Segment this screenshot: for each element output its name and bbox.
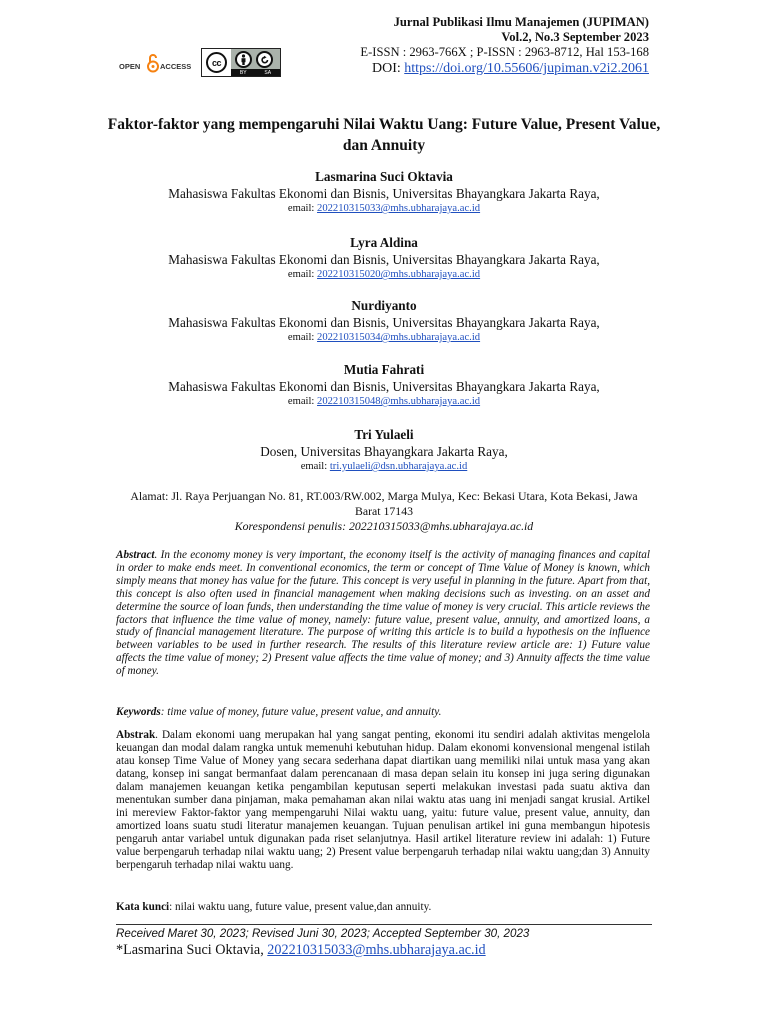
cc-icons bbox=[235, 51, 273, 68]
author-email-link[interactable]: 202210315048@mhs.ubharajaya.ac.id bbox=[317, 396, 481, 407]
email-label: email: bbox=[287, 203, 318, 214]
author-name: Nurdiyanto bbox=[351, 298, 417, 313]
author-email bbox=[40, 268, 728, 282]
corresponding-email-link[interactable]: 202210315033@mhs.ubharajaya.ac.id bbox=[267, 942, 486, 958]
author-3 bbox=[40, 298, 728, 345]
cc-by-label: BY bbox=[239, 69, 247, 76]
footer-divider bbox=[116, 924, 652, 925]
author-affiliation: Mahasiswa Fakultas Ekonomi dan Bisnis, Universitas Bhayangkara Jakarta Raya, bbox=[168, 252, 600, 267]
email-label: email: bbox=[287, 396, 318, 407]
author-email bbox=[40, 331, 728, 345]
author-email bbox=[40, 202, 728, 216]
keywords-text: : time value of money, future value, present value, and annuity. bbox=[160, 706, 442, 718]
correspondence-line: Korespondensi penulis: 202210315033@mhs.ubharajaya.ac.id bbox=[234, 519, 534, 533]
address-line: Alamat: Jl. Raya Perjuangan No. 81, RT.003/RW.002, Marga Mulya, Kec: Bekasi Utara, Kota Bekasi, Jawa Barat 17143 bbox=[130, 489, 638, 518]
journal-doi bbox=[360, 60, 649, 77]
abstract-indonesian bbox=[116, 729, 650, 872]
author-5 bbox=[40, 427, 728, 474]
by-person-icon bbox=[235, 51, 252, 68]
author-email-link[interactable]: tri.yulaeli@dsn.ubharajaya.ac.id bbox=[329, 461, 468, 472]
author-2 bbox=[40, 235, 728, 282]
author-email-link[interactable]: 202210315033@mhs.ubharajaya.ac.id bbox=[317, 203, 481, 214]
author-email-link[interactable]: 202210315034@mhs.ubharajaya.ac.id bbox=[317, 332, 481, 343]
abstract-english bbox=[116, 549, 650, 678]
corresponding-name: *Lasmarina Suci Oktavia, bbox=[116, 942, 268, 958]
author-affiliation: Mahasiswa Fakultas Ekonomi dan Bisnis, Universitas Bhayangkara Jakarta Raya, bbox=[168, 379, 600, 394]
abstrak-text: . Dalam ekonomi uang merupakan hal yang sangat penting, ekonomi itu sendiri adalah aktivitas mengelola keuangan dan modal dalam rangka untuk memenuhi kebutuhan hidup. Dalam ekonomi konvensional mengenal istilah atau konsep Time Value of Money yang secara sederhana dapat diartikan uang memiliki nilai untuk masa yang akan datang, konsep ini sangat bermanfaat dalam perencanaan di masa depan selain itu konsep ini juga sering digunakan dalam manajemen keuangan ketika pengambilan keputusan seperti melakukan investasi pada suatu aktiva dan menentukan sumber dana pinjaman, maka pemahaman akan nilai waktu atas uang ini menjadi sangat krusial. Artikel ini mereview Faktor-faktor yang mempengaruhi Nilai waktu uang, yaitu: future value, present value, annuity, dan amortized loans suatu studi literatur manajemen keuangan. Tujuan penulisan artikel ini guna membangun hipotesis pengaruh antar variabel untuk digunakan pada riset selanjutnya. Hasil artikel literature review ini adalah: 1) Future value berpengaruh terhadap nilai waktu uang; 2) Present value berpengaruh terhadap nilai waktu uang;dan 3) Annuity berpengaruh terhadap nilai waktu uang. bbox=[116, 729, 650, 871]
kata-kunci-text: : nilai waktu uang, future value, present value,dan annuity. bbox=[169, 901, 432, 913]
email-label: email: bbox=[287, 269, 318, 280]
open-access-access: ACCESS bbox=[160, 62, 192, 71]
abstract-label: Abstract bbox=[116, 549, 155, 561]
corresponding-author-footnote bbox=[116, 941, 486, 959]
author-name: Lasmarina Suci Oktavia bbox=[315, 169, 453, 184]
cc-strip bbox=[231, 69, 280, 76]
journal-name: Jurnal Publikasi Ilmu Manajemen (JUPIMAN) bbox=[393, 15, 649, 29]
abstrak-label: Abstrak bbox=[116, 729, 156, 741]
keywords-indonesian bbox=[116, 901, 650, 914]
email-label: email: bbox=[300, 461, 330, 472]
cc-icon: cc bbox=[206, 52, 227, 73]
author-name: Lyra Aldina bbox=[350, 235, 418, 250]
author-affiliation: Mahasiswa Fakultas Ekonomi dan Bisnis, Universitas Bhayangkara Jakarta Raya, bbox=[168, 315, 600, 330]
open-lock-icon bbox=[147, 53, 159, 73]
author-email bbox=[40, 395, 728, 409]
author-1 bbox=[40, 169, 728, 216]
received-dates: Received Maret 30, 2023; Revised Juni 30, 2023; Accepted September 30, 2023 bbox=[116, 927, 530, 940]
cc-left-panel bbox=[202, 49, 231, 76]
journal-header bbox=[360, 15, 649, 77]
kata-kunci-label: Kata kunci bbox=[116, 901, 170, 913]
open-access-logo bbox=[119, 53, 194, 77]
author-affiliation: Dosen, Universitas Bhayangkara Jakarta Raya, bbox=[260, 444, 508, 459]
author-email-link[interactable]: 202210315020@mhs.ubharajaya.ac.id bbox=[317, 269, 481, 280]
keywords-english bbox=[116, 706, 650, 719]
email-label: email: bbox=[287, 332, 318, 343]
share-alike-icon bbox=[256, 51, 273, 68]
journal-issn: E-ISSN : 2963-766X ; P-ISSN : 2963-8712, Hal 153-168 bbox=[360, 45, 649, 59]
author-name: Mutia Fahrati bbox=[343, 362, 425, 377]
address-block bbox=[118, 489, 650, 534]
journal-volume: Vol.2, No.3 September 2023 bbox=[501, 30, 649, 44]
doi-link[interactable]: https://doi.org/10.55606/jupiman.v2i2.2061 bbox=[404, 61, 649, 76]
keywords-label: Keywords bbox=[116, 706, 161, 718]
author-name: Tri Yulaeli bbox=[354, 427, 414, 442]
paper-title: Faktor-faktor yang mempengaruhi Nilai Waktu Uang: Future Value, Present Value, dan Annuity bbox=[107, 116, 661, 154]
cc-sa-label: SA bbox=[264, 69, 272, 76]
doi-label: DOI: bbox=[371, 61, 405, 76]
cc-license-badge[interactable] bbox=[201, 48, 281, 77]
author-email bbox=[40, 460, 728, 474]
author-affiliation: Mahasiswa Fakultas Ekonomi dan Bisnis, Universitas Bhayangkara Jakarta Raya, bbox=[168, 186, 600, 201]
abstract-text: . In the economy money is very important, the economy itself is the activity of managing finances and capital in order to make ends meet. In conventional economics, the term or concept of Time Value of Money is known, which simply means that money has value for the future. This concept is very useful in planning in the future. Apart from that, this concept is also often used in financial management when making decisions such as investing. on an asset and determine the source of loan funds, then understanding the time value of money is very crucial. This article reviews the factors that influence the time value of money, namely: future value, present value, annuity, and amortized loans, a study of financial management literature. The purpose of writing this article is to build a hypothesis on the influence between variables to be used in further research. The results of this literature review article are: 1) Future value affects the time value of money; 2) Present value affects the time value of money; and 3) Annuity affects the time value of money. bbox=[116, 549, 650, 678]
author-4 bbox=[40, 362, 728, 409]
open-access-open: OPEN bbox=[119, 62, 141, 71]
